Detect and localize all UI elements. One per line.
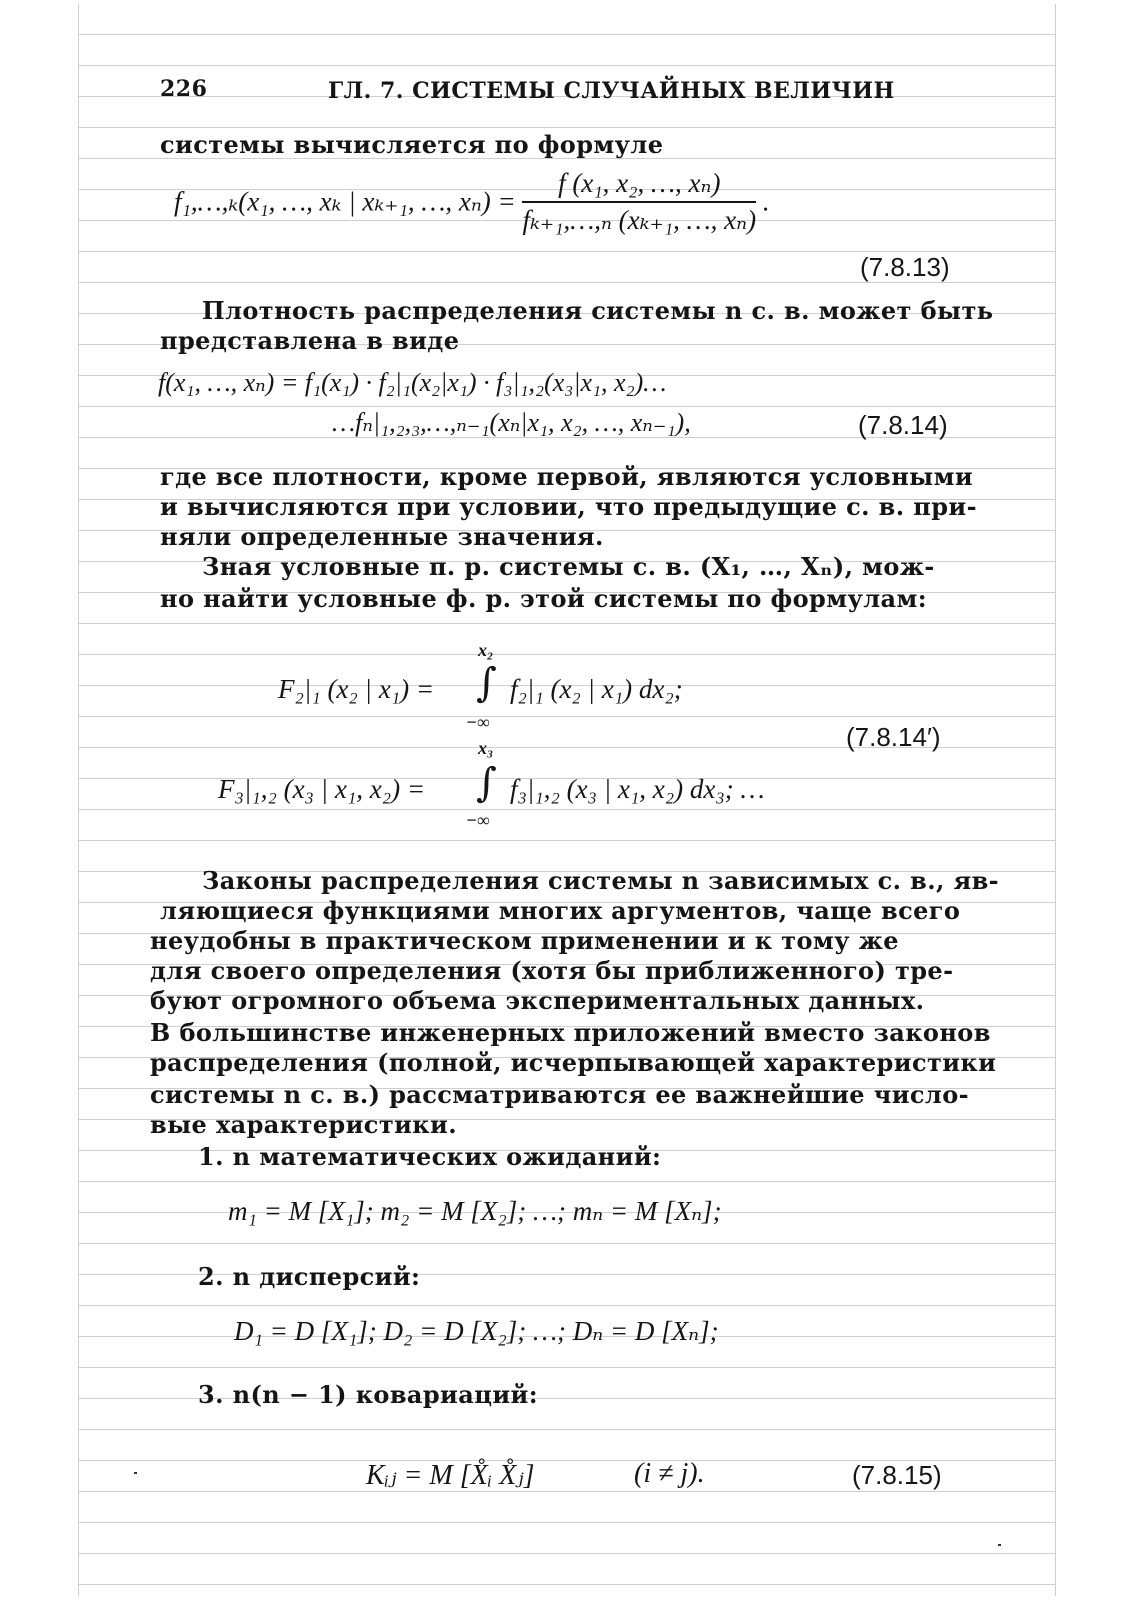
list-item: 3. n(n − 1) ковариаций: <box>198 1380 538 1409</box>
text-line: няли определенные значения. <box>160 522 604 551</box>
text-line: буют огромного объема экспериментальных данных. <box>150 986 925 1015</box>
running-title: ГЛ. 7. СИСТЕМЫ СЛУЧАЙНЫХ ВЕЛИЧИН <box>328 78 895 104</box>
integral-upper-limit: x₃ <box>478 738 494 758</box>
text-line: где все плотности, кроме первой, являются условными <box>160 462 974 491</box>
page-number: 226 <box>160 76 208 102</box>
text-line: Зная условные п. р. системы с. в. (X₁, …, Xₙ), мож- <box>202 552 935 581</box>
text-line: неудобны в практическом применении и к тому же <box>150 926 899 955</box>
text-line: ляющиеся функциями многих аргументов, чаще всего <box>160 896 961 925</box>
eq-numerator: f (x₁, x₂, …, xₙ) <box>522 168 756 203</box>
equation-variances: D₁ = D [X₁]; D₂ = D [X₂]; …; Dₙ = D [Xₙ]; <box>234 1316 719 1346</box>
equation-7-8-14-line1: f(x₁, …, xₙ) = f₁(x₁) · f₂|₁(x₂|x₁) · f₃|₁,₂(x₃|x₁, x₂)… <box>158 368 667 397</box>
list-item: 1. n математических ожиданий: <box>198 1142 662 1171</box>
text-line: вые характеристики. <box>150 1110 457 1139</box>
text-line: распределения (полной, исчерпывающей характеристики <box>150 1048 997 1077</box>
eq-lhs: f₁,…,ₖ(x₁, …, xₖ | xₖ₊₁, …, xₙ) = <box>174 186 516 217</box>
integral-upper-limit: x₂ <box>478 640 494 660</box>
scan-speck <box>134 1472 137 1474</box>
eq-denominator: fₖ₊₁,…,ₙ (xₖ₊₁, …, xₙ) <box>522 205 757 235</box>
eq-fraction <box>522 168 756 236</box>
text-line: В большинстве инженерных приложений вместо законов <box>150 1018 991 1047</box>
integral-sign: ∫ <box>476 660 497 706</box>
text-line: системы n с. в.) рассматриваются ее важнейшие число- <box>150 1080 969 1109</box>
integral-row1-integrand: f₂|₁ (x₂ | x₁) dx₂; <box>510 674 683 704</box>
integral-sign: ∫ <box>476 760 497 806</box>
equation-number: (7.8.13) <box>860 252 950 282</box>
text-line: представлена в виде <box>160 326 460 355</box>
scan-speck <box>998 1544 1001 1546</box>
integral-lower-limit: −∞ <box>466 810 490 830</box>
text-line: системы вычисляется по формуле <box>160 130 664 159</box>
equation-condition: (i ≠ j). <box>634 1458 705 1489</box>
equation-number: (7.8.14′) <box>846 722 941 752</box>
integral-lower-limit: −∞ <box>466 712 490 732</box>
equation-7-8-13 <box>174 168 770 236</box>
text-line: и вычисляются при условии, что предыдущие с. в. при- <box>160 492 977 521</box>
equation-7-8-15: Kᵢⱼ = M [X̊ᵢ X̊ⱼ] <box>366 1460 535 1491</box>
integral-row1-lhs: F₂|₁ (x₂ | x₁) = <box>278 674 435 704</box>
text-line: но найти условные ф. р. этой системы по формулам: <box>160 584 927 613</box>
equation-number: (7.8.15) <box>852 1460 942 1490</box>
text-line: Законы распределения системы n зависимых с. в., яв- <box>202 866 1000 895</box>
text-line: для своего определения (хотя бы приближенного) тре- <box>150 956 954 985</box>
eq-tail: . <box>762 186 770 217</box>
text-line: Плотность распределения системы n с. в. может быть <box>202 296 994 325</box>
integral-row2-integrand: f₃|₁,₂ (x₃ | x₁, x₂) dx₃; … <box>510 774 765 804</box>
equation-7-8-14-line2: …fₙ|₁,₂,₃,…,ₙ₋₁(xₙ|x₁, x₂, …, xₙ₋₁), <box>332 408 691 437</box>
equation-number: (7.8.14) <box>858 410 948 440</box>
integral-row2-lhs: F₃|₁,₂ (x₃ | x₁, x₂) = <box>218 774 426 804</box>
equation-means: m₁ = M [X₁]; m₂ = M [X₂]; …; mₙ = M [Xₙ]; <box>228 1196 722 1226</box>
list-item: 2. n дисперсий: <box>198 1262 421 1291</box>
